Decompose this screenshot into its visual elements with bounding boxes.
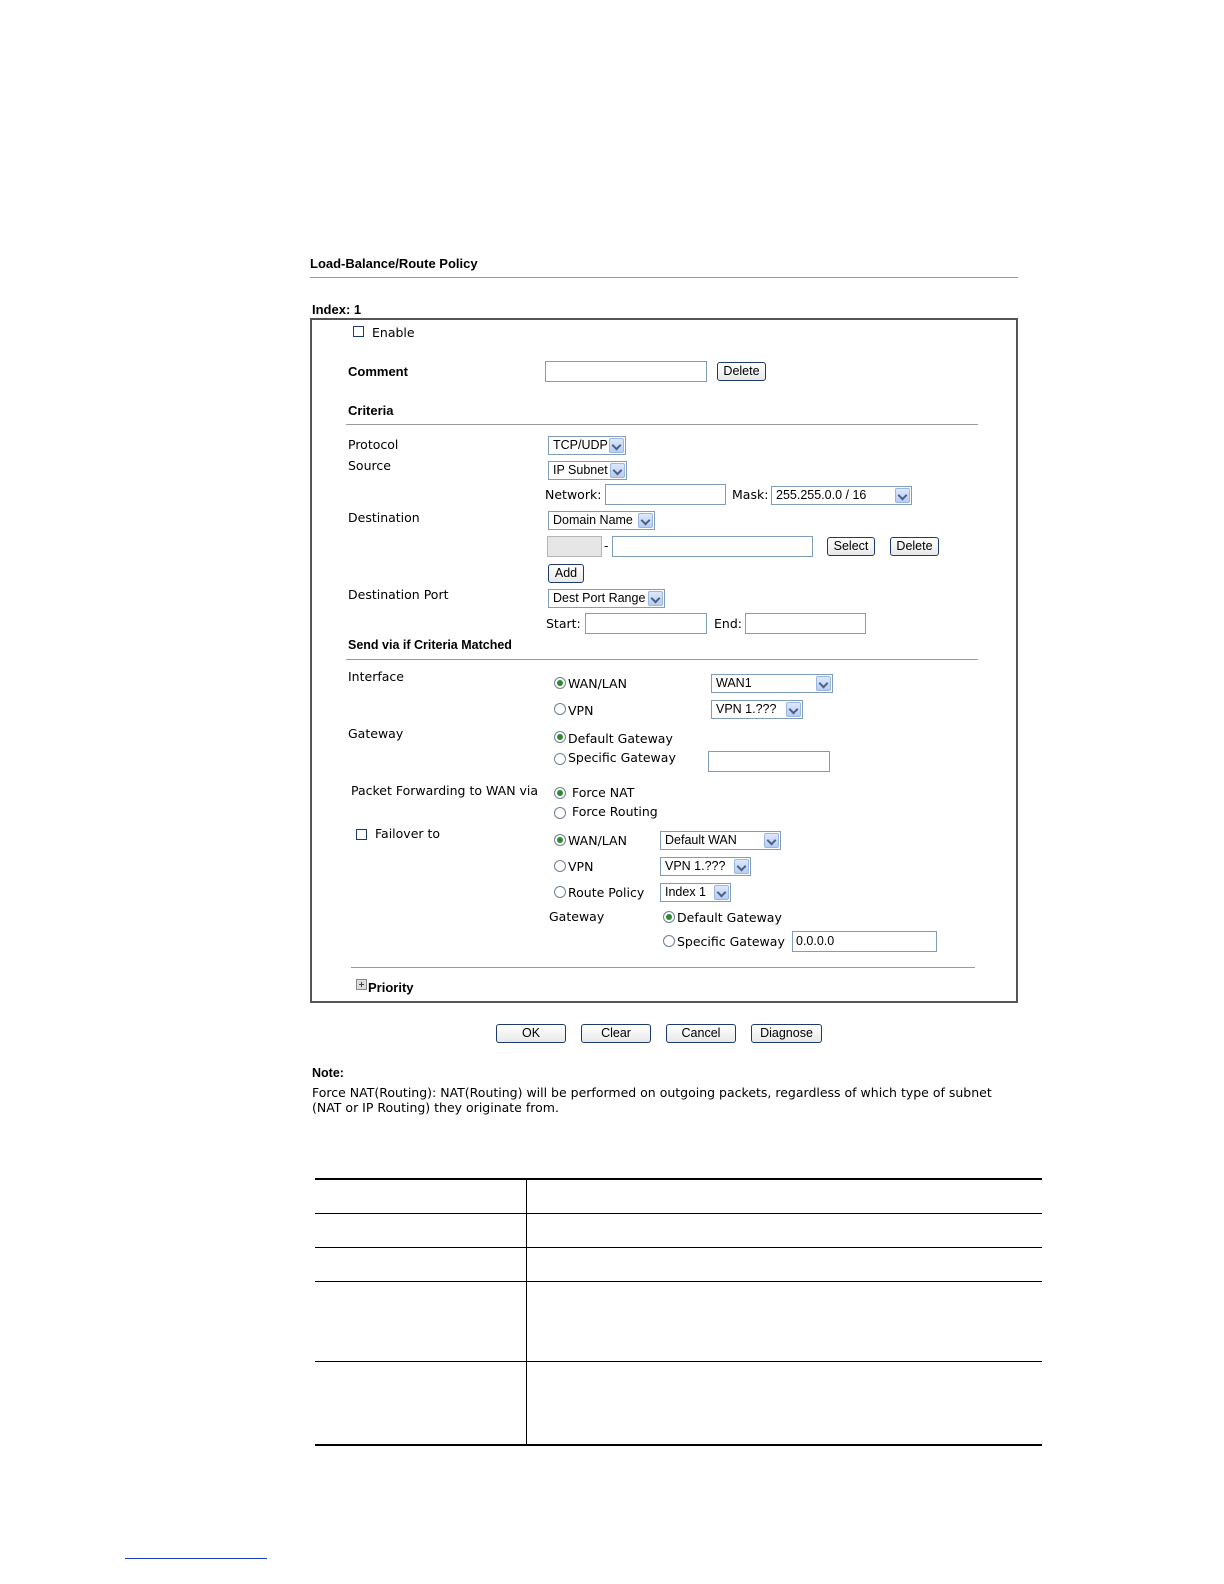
default-gateway-radio[interactable] [554, 731, 566, 743]
expand-plus-icon[interactable] [356, 979, 367, 990]
destination-start-input[interactable] [547, 536, 602, 557]
interface-label: Interface [348, 669, 404, 684]
failover-label: Failover to [375, 826, 441, 841]
table-top-border [315, 1178, 1042, 1180]
comment-label: Comment [348, 364, 408, 379]
destination-select[interactable] [548, 511, 655, 530]
chevron-down-icon [786, 702, 801, 717]
destination-port-select-value: Dest Port Range [553, 591, 646, 605]
destination-select-value: Domain Name [553, 513, 633, 527]
failover-wan-lan-radio[interactable] [554, 834, 566, 846]
protocol-select-value: TCP/UDP [553, 438, 608, 452]
interface-wan-select-value: WAN1 [716, 676, 752, 690]
default-gateway-label: Default Gateway [568, 731, 673, 746]
destination-select-button[interactable]: Select [827, 537, 875, 556]
cancel-button[interactable]: Cancel [666, 1024, 736, 1043]
chevron-down-icon [895, 488, 910, 503]
packet-forwarding-label: Packet Forwarding to WAN via [351, 783, 539, 798]
table-bottom-border [315, 1444, 1042, 1446]
failover-specific-gateway-radio[interactable] [663, 935, 675, 947]
destination-delete-button[interactable]: Delete [890, 537, 939, 556]
failover-route-policy-select[interactable] [660, 883, 731, 902]
interface-vpn-select[interactable] [711, 700, 803, 719]
network-input[interactable] [605, 484, 726, 505]
interface-wan-lan-label: WAN/LAN [568, 676, 627, 691]
chevron-down-icon [638, 513, 653, 528]
failover-vpn-radio[interactable] [554, 860, 566, 872]
force-routing-radio[interactable] [554, 807, 566, 819]
specific-gateway-input[interactable] [708, 751, 830, 772]
force-routing-label: Force Routing [572, 804, 658, 819]
mask-select[interactable] [771, 486, 912, 505]
mask-select-value: 255.255.0.0 / 16 [776, 488, 867, 502]
specific-gateway-label: Specific Gateway [568, 750, 676, 765]
page-title: Load-Balance/Route Policy [310, 256, 478, 271]
interface-vpn-label: VPN [568, 703, 594, 718]
table-row-divider [315, 1247, 1042, 1248]
enable-checkbox[interactable] [353, 326, 364, 337]
chevron-down-icon [816, 676, 831, 691]
failover-vpn-label: VPN [568, 859, 594, 874]
interface-wan-lan-radio[interactable] [554, 677, 566, 689]
failover-route-policy-radio[interactable] [554, 886, 566, 898]
failover-wan-select-value: Default WAN [665, 833, 737, 847]
chevron-down-icon [648, 591, 663, 606]
failover-gateway-label: Gateway [549, 909, 605, 924]
failover-specific-gateway-label: Specific Gateway [677, 934, 785, 949]
failover-route-policy-label: Route Policy [568, 885, 645, 900]
ok-button[interactable]: OK [496, 1024, 566, 1043]
destination-port-select[interactable] [548, 589, 665, 608]
port-start-input[interactable] [585, 613, 707, 634]
failover-route-policy-select-value: Index 1 [665, 885, 707, 899]
interface-wan-select[interactable] [711, 674, 833, 693]
destination-dash: - [604, 538, 609, 553]
failover-wan-select[interactable] [660, 831, 781, 850]
failover-wan-lan-label: WAN/LAN [568, 833, 627, 848]
source-select-value: IP Subnet [553, 463, 608, 477]
note-line-1: Force NAT(Routing): NAT(Routing) will be performed on outgoing packets, regardless of which type of subnet [312, 1085, 992, 1100]
send-via-divider [346, 659, 978, 660]
title-divider [310, 277, 1018, 278]
failover-vpn-select-value: VPN 1.??? [665, 859, 726, 873]
clear-button[interactable]: Clear [581, 1024, 651, 1043]
destination-label: Destination [348, 510, 420, 525]
send-via-heading: Send via if Criteria Matched [348, 638, 512, 652]
port-end-input[interactable] [745, 613, 866, 634]
protocol-select[interactable] [548, 436, 626, 455]
enable-label: Enable [372, 325, 415, 340]
interface-vpn-select-value: VPN 1.??? [716, 702, 777, 716]
table-row-divider [315, 1213, 1042, 1214]
source-select[interactable] [548, 461, 627, 480]
note-line-2: (NAT or IP Routing) they originate from. [312, 1100, 559, 1115]
table-row-divider [315, 1281, 1042, 1282]
chevron-down-icon [610, 463, 625, 478]
force-nat-radio[interactable] [554, 787, 566, 799]
port-end-label: End: [714, 616, 742, 631]
table-column-divider [526, 1178, 527, 1445]
failover-default-gateway-label: Default Gateway [677, 910, 782, 925]
destination-add-button[interactable]: Add [548, 564, 584, 583]
chevron-down-icon [609, 438, 624, 453]
destination-end-input[interactable] [612, 536, 813, 557]
footer-link-underline[interactable] [125, 1558, 267, 1559]
failover-default-gateway-radio[interactable] [663, 911, 675, 923]
criteria-divider [346, 424, 978, 425]
failover-specific-gateway-input[interactable]: 0.0.0.0 [792, 931, 937, 952]
note-title: Note: [312, 1066, 344, 1080]
failover-vpn-select[interactable] [660, 857, 751, 876]
destination-port-label: Destination Port [348, 587, 449, 602]
network-label: Network: [545, 487, 602, 502]
port-start-label: Start: [546, 616, 581, 631]
protocol-label: Protocol [348, 437, 399, 452]
priority-label[interactable]: Priority [368, 980, 414, 995]
priority-divider [351, 967, 975, 968]
force-nat-label: Force NAT [572, 785, 635, 800]
chevron-down-icon [764, 833, 779, 848]
diagnose-button[interactable]: Diagnose [751, 1024, 822, 1043]
gateway-label: Gateway [348, 726, 404, 741]
index-label: Index: 1 [312, 302, 362, 317]
source-label: Source [348, 458, 391, 473]
mask-label: Mask: [732, 487, 769, 502]
comment-delete-button[interactable]: Delete [717, 362, 766, 381]
criteria-heading: Criteria [348, 403, 394, 418]
comment-input[interactable] [545, 361, 707, 382]
interface-vpn-radio[interactable] [554, 703, 566, 715]
chevron-down-icon [734, 859, 749, 874]
chevron-down-icon [714, 885, 729, 900]
failover-checkbox[interactable] [356, 829, 367, 840]
table-row-divider [315, 1361, 1042, 1362]
specific-gateway-radio[interactable] [554, 753, 566, 765]
